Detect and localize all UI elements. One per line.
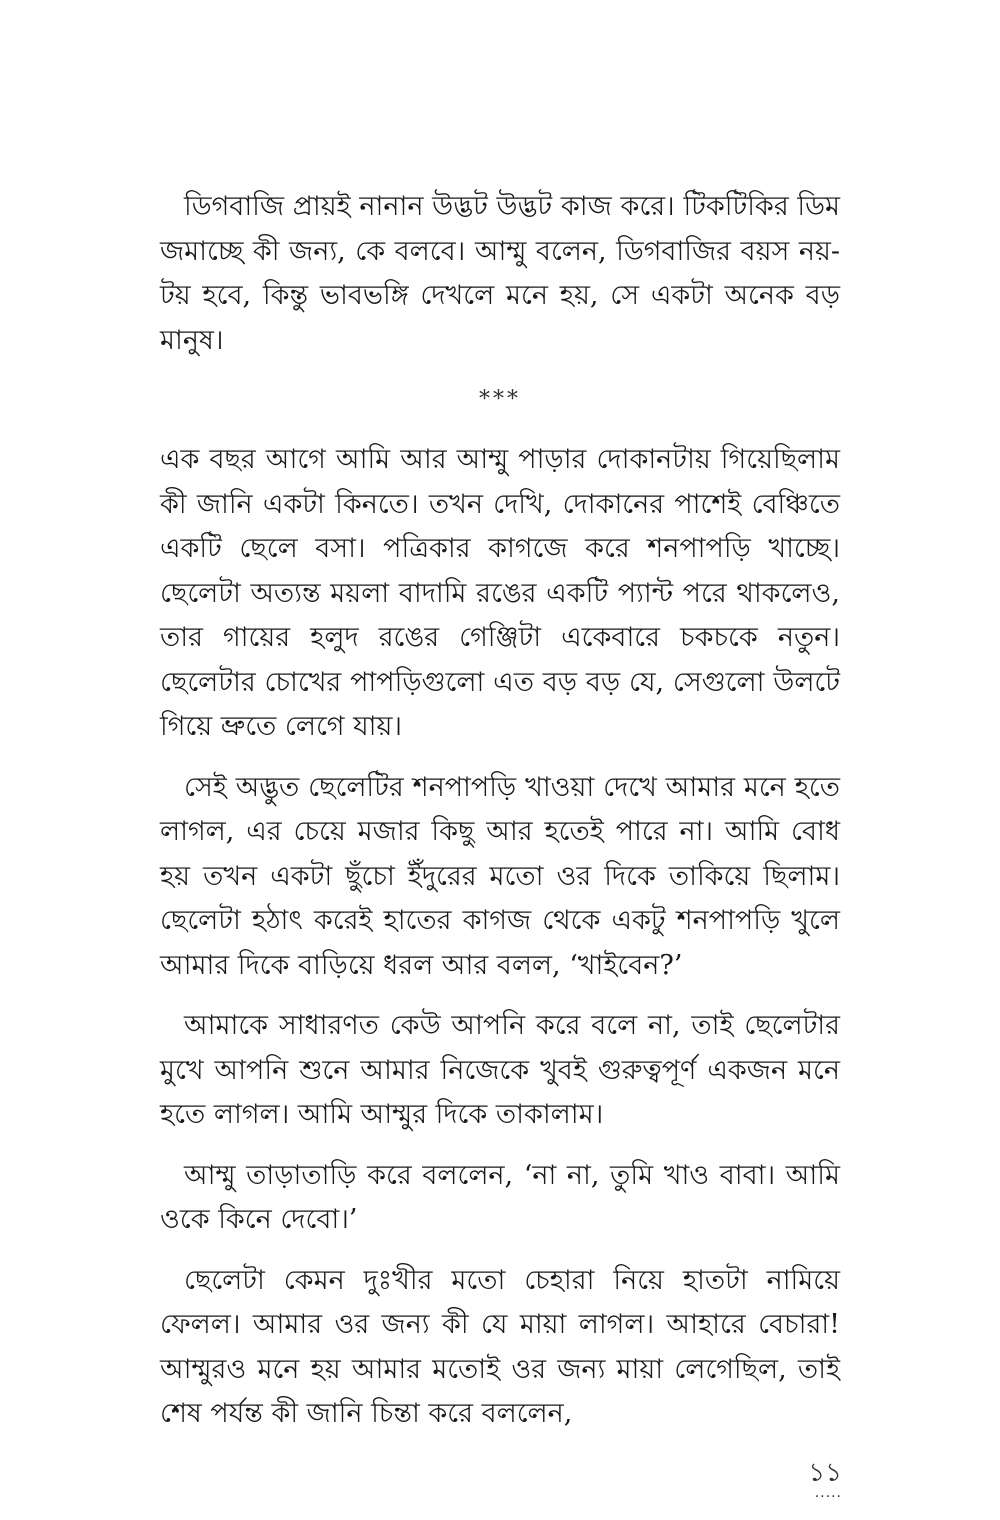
paragraph-3: সেই অদ্ভুত ছেলেটির শনপাপড়ি খাওয়া দেখে আমার মনে হতে লাগল, এর চেয়ে মজার কিছু আর হতেই পারে না। আমি বোধ হয় তখন একটা ছুঁচো ইঁদুরের মতো ওর দিকে তাকিয়ে ছিলাম। ছেলেটা হঠাৎ করেই হাতের কাগজ থেকে একটু শনপাপড়ি খুলে আমার দিকে বাড়িয়ে ধরল আর বলল, ‘খাইবেন?’: [160, 771, 840, 981]
page-body: [160, 185, 840, 1437]
section-break: ***: [479, 387, 521, 412]
paragraph-4: আমাকে সাধারণত কেউ আপনি করে বলে না, তাই ছেলেটার মুখে আপনি শুনে আমার নিজেকে খুবই গুরুত্বপূর্ণ একজন মনে হতে লাগল। আমি আম্মুর দিকে তাকালাম।: [160, 1010, 840, 1130]
paragraph-6: ছেলেটা কেমন দুঃখীর মতো চেহারা নিয়ে হাতটা নামিয়ে ফেলল। আমার ওর জন্য কী যে মায়া লাগল। আহারে বেচারা! আম্মুরও মনে হয় আমার মতোই ওর জন্য মায়া লেগেছিল, তাই শেষ পর্যন্ত কী জানি চিন্তা করে বললেন,: [160, 1264, 840, 1429]
paragraph-2: এক বছর আগে আমি আর আম্মু পাড়ার দোকানটায় গিয়েছিলাম কী জানি একটা কিনতে। তখন দেখি, দোকানের পাশেই বেঞ্চিতে একটি ছেলে বসা। পত্রিকার কাগজে করে শনপাপড়ি খাচ্ছে। ছেলেটা অত্যন্ত ময়লা বাদামি রঙের একটি প্যান্ট পরে থাকলেও, তার গায়ের হলুদ রঙের গেঞ্জিটা একেবারে চকচকে নতুন। ছেলেটার চোখের পাপড়িগুলো এত বড় বড় যে, সেগুলো উলটে গিয়ে ভ্রুতে লেগে যায়।: [160, 444, 840, 742]
page-number: ১১: [808, 1458, 842, 1488]
page-footer: [790, 1458, 842, 1501]
paragraph-5: আম্মু তাড়াতাড়ি করে বললেন, ‘না না, তুমি খাও বাবা। আমি ওকে কিনে দেবো।’: [160, 1159, 840, 1235]
paragraph-1: ডিগবাজি প্রায়ই নানান উদ্ভট উদ্ভট কাজ করে। টিকটিকির ডিম জমাচ্ছে কী জন্য, কে বলবে। আম্মু বলেন, ডিগবাজির বয়স নয়-টয় হবে, কিন্তু ভাবভঙ্গি দেখলে মনে হয়, সে একটা অনেক বড় মানুষ।: [160, 191, 840, 356]
footer-dots: .....: [814, 1485, 842, 1501]
